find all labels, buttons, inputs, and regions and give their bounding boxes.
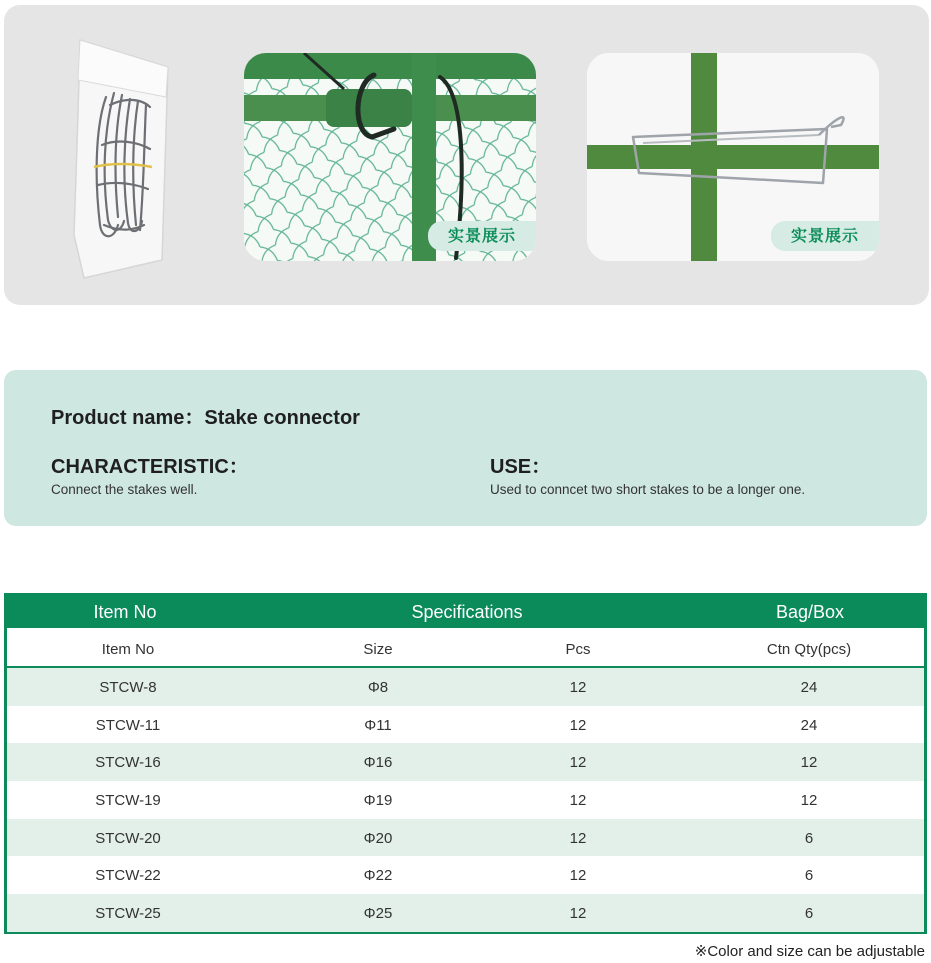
cell-item-no: STCW-22 [95,867,161,885]
product-name: Product name：Stake connector [51,407,360,429]
cell-item-no: STCW-20 [95,829,161,847]
cell-ctn-qty: 6 [804,905,814,923]
photo-band [4,5,929,305]
subheader-item-no: Item No [101,641,155,658]
characteristic-text: Connect the stakes well. [51,482,198,497]
table-row [7,668,924,706]
cell-pcs: 12 [569,754,587,772]
cell-item-no: STCW-19 [95,792,161,810]
table-row [7,856,924,894]
header-item-no: Item No [93,602,157,622]
cell-item-no: STCW-25 [95,905,161,923]
table-row [7,894,924,932]
cell-size: Φ11 [364,716,392,734]
cell-ctn-qty: 24 [800,679,818,696]
cell-pcs: 12 [569,679,587,696]
header-bag-box: Bag/Box [775,602,845,622]
cell-pcs: 12 [569,829,587,847]
cell-size: Φ25 [363,905,393,923]
cell-pcs: 12 [569,716,587,734]
cell-size: Φ8 [367,679,389,696]
cell-item-no: STCW-8 [99,679,157,696]
subheader-pcs: Pcs [565,641,591,658]
subheader-size: Size [363,641,393,658]
cell-size: Φ19 [363,792,393,810]
spec-table [4,593,927,934]
cell-ctn-qty: 6 [804,829,814,847]
table-row [7,743,924,781]
footnote: ※Color and size can be adjustable [694,943,925,960]
photo-tag-1: 实景展示 [428,221,536,251]
cell-pcs: 12 [569,867,587,885]
use-title: USE： [490,456,552,478]
cell-size: Φ16 [363,754,393,772]
cell-item-no: STCW-11 [95,716,161,734]
table-subheader [7,628,924,668]
product-bag-image [66,35,176,280]
cell-ctn-qty: 12 [800,792,818,810]
connector-closeup-photo [587,53,879,261]
table-row [7,781,924,819]
cell-item-no: STCW-16 [95,754,161,772]
photo-tag-2: 实景展示 [771,221,879,251]
cell-size: Φ20 [363,829,393,847]
table-row [7,819,924,857]
table-header [7,596,924,628]
net-installation-photo [244,53,536,261]
product-info-panel [4,370,927,526]
cell-pcs: 12 [569,905,587,923]
cell-size: Φ22 [363,867,393,885]
cell-ctn-qty: 12 [800,754,818,772]
characteristic-title: CHARACTERISTIC： [51,456,249,478]
cell-ctn-qty: 6 [804,867,814,885]
cell-ctn-qty: 24 [800,716,818,734]
subheader-ctn-qty: Ctn Qty(pcs) [766,641,852,658]
cell-pcs: 12 [569,792,587,810]
header-specifications: Specifications [411,602,523,622]
table-row [7,706,924,744]
use-text: Used to conncet two short stakes to be a longer one. [490,482,806,497]
